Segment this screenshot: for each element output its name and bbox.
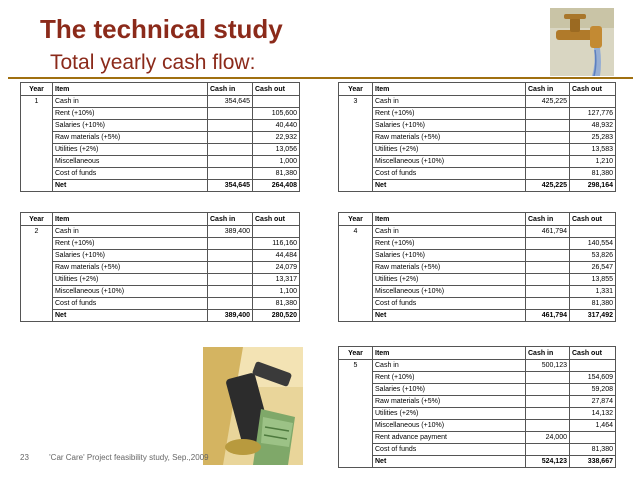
item-cell: Cost of funds [373, 444, 526, 456]
table-row [339, 286, 616, 298]
item-cell: Utilities (+2%) [373, 144, 526, 156]
cash-in-cell [526, 274, 570, 286]
item-cell: Cost of funds [373, 168, 526, 180]
cash-in-cell: 461,794 [526, 310, 570, 322]
cash-in-cell [526, 238, 570, 250]
slide-title: The technical study [40, 14, 283, 44]
table-row [21, 108, 300, 120]
item-cell: Rent advance payment [373, 432, 526, 444]
cash-in-cell: 24,000 [526, 432, 570, 444]
item-cell: Rent (+10%) [373, 108, 526, 120]
cash-out-cell [253, 226, 300, 238]
cash-out-cell: 40,440 [253, 120, 300, 132]
cash-out-cell: 25,283 [570, 132, 616, 144]
item-cell: Net [373, 180, 526, 192]
slide-footer [20, 453, 209, 462]
item-cell: Miscellaneous [53, 156, 208, 168]
table-row [339, 226, 616, 238]
table-row [339, 120, 616, 132]
cash-in-cell [526, 168, 570, 180]
footer-text: 'Car Care' Project feasibility study, Sep.,2009 [49, 453, 209, 462]
column-header-cash-out: Cash out [570, 83, 616, 96]
year-cell: 3 [339, 96, 373, 192]
item-cell: Salaries (+10%) [373, 384, 526, 396]
item-cell: Net [53, 180, 208, 192]
table-row [339, 384, 616, 396]
item-cell: Cash in [373, 96, 526, 108]
cash-out-cell: 81,380 [570, 298, 616, 310]
cash-out-cell: 338,667 [570, 456, 616, 468]
column-header-cash-out: Cash out [570, 347, 616, 360]
table-row [21, 156, 300, 168]
item-cell: Raw materials (+5%) [53, 262, 208, 274]
column-header-cash-in: Cash in [526, 213, 570, 226]
cash-out-cell: 14,132 [570, 408, 616, 420]
cash-flow-table-year-2 [20, 212, 300, 322]
cash-out-cell: 13,583 [570, 144, 616, 156]
item-cell: Utilities (+2%) [373, 408, 526, 420]
table-row [21, 286, 300, 298]
item-cell: Cash in [53, 96, 208, 108]
item-cell: Cost of funds [373, 298, 526, 310]
table-row [339, 96, 616, 108]
column-header-cash-in: Cash in [208, 213, 253, 226]
item-cell: Salaries (+10%) [53, 250, 208, 262]
cash-in-cell [208, 168, 253, 180]
table-row [21, 168, 300, 180]
item-cell: Salaries (+10%) [373, 120, 526, 132]
year-cell: 1 [21, 96, 53, 192]
table-row [339, 238, 616, 250]
item-cell: Net [53, 310, 208, 322]
item-cell: Miscellaneous (+10%) [373, 156, 526, 168]
table-row [21, 226, 300, 238]
cash-in-cell [208, 298, 253, 310]
table-row [21, 96, 300, 108]
cash-out-cell: 154,609 [570, 372, 616, 384]
table-row [21, 132, 300, 144]
page-number: 23 [20, 453, 29, 462]
cash-in-cell [526, 144, 570, 156]
cash-in-cell [526, 420, 570, 432]
item-cell: Net [373, 310, 526, 322]
water-faucet-image [550, 8, 614, 76]
cash-flow-table-year-1 [20, 82, 300, 192]
cash-out-cell: 1,210 [570, 156, 616, 168]
table-row [339, 108, 616, 120]
cash-out-cell: 127,776 [570, 108, 616, 120]
cash-in-cell [208, 238, 253, 250]
cash-in-cell [526, 372, 570, 384]
cash-in-cell: 389,400 [208, 310, 253, 322]
table-row [339, 156, 616, 168]
net-row [339, 310, 616, 322]
cash-in-cell [208, 144, 253, 156]
net-row [21, 180, 300, 192]
item-cell: Salaries (+10%) [373, 250, 526, 262]
item-cell: Rent (+10%) [53, 238, 208, 250]
cash-in-cell [526, 444, 570, 456]
net-row [339, 180, 616, 192]
cash-out-cell: 116,160 [253, 238, 300, 250]
cash-out-cell: 140,554 [570, 238, 616, 250]
net-row [21, 310, 300, 322]
column-header-year: Year [21, 83, 53, 96]
item-cell: Salaries (+10%) [53, 120, 208, 132]
table-row [339, 360, 616, 372]
item-cell: Utilities (+2%) [373, 274, 526, 286]
column-header-cash-out: Cash out [253, 213, 300, 226]
cash-in-cell [526, 120, 570, 132]
cash-in-cell: 354,645 [208, 180, 253, 192]
cash-in-cell [526, 108, 570, 120]
table-row [21, 298, 300, 310]
item-cell: Utilities (+2%) [53, 274, 208, 286]
cash-out-cell: 59,208 [570, 384, 616, 396]
cash-out-cell: 105,600 [253, 108, 300, 120]
table-row [339, 168, 616, 180]
item-cell: Cost of funds [53, 298, 208, 310]
cash-out-cell: 27,874 [570, 396, 616, 408]
item-cell: Cash in [373, 226, 526, 238]
item-cell: Miscellaneous (+10%) [373, 286, 526, 298]
table-header-row [339, 347, 616, 360]
column-header-cash-out: Cash out [570, 213, 616, 226]
table-row [21, 144, 300, 156]
cash-out-cell: 13,317 [253, 274, 300, 286]
cash-out-cell: 13,855 [570, 274, 616, 286]
cash-out-cell: 24,079 [253, 262, 300, 274]
cash-in-cell [208, 108, 253, 120]
column-header-cash-out: Cash out [253, 83, 300, 96]
item-cell: Rent (+10%) [373, 372, 526, 384]
table-row [339, 432, 616, 444]
table-row [339, 144, 616, 156]
cash-out-cell: 44,484 [253, 250, 300, 262]
cash-in-cell: 425,225 [526, 180, 570, 192]
money-pouring-fuel-pump-image [203, 347, 303, 465]
table-row [339, 444, 616, 456]
cash-out-cell [570, 96, 616, 108]
cash-in-cell [526, 396, 570, 408]
cash-flow-table-year-5 [338, 346, 616, 468]
item-cell: Raw materials (+5%) [373, 132, 526, 144]
cash-out-cell: 26,547 [570, 262, 616, 274]
cash-in-cell [526, 298, 570, 310]
table-row [339, 250, 616, 262]
cash-in-cell [526, 384, 570, 396]
item-cell: Rent (+10%) [373, 238, 526, 250]
item-cell: Miscellaneous (+10%) [53, 286, 208, 298]
cash-in-cell [526, 156, 570, 168]
column-header-item: Item [53, 213, 208, 226]
item-cell: Raw materials (+5%) [53, 132, 208, 144]
cash-in-cell: 524,123 [526, 456, 570, 468]
cash-in-cell [526, 262, 570, 274]
table-row [21, 262, 300, 274]
cash-in-cell: 425,225 [526, 96, 570, 108]
item-cell: Cost of funds [53, 168, 208, 180]
cash-flow-table-year-4 [338, 212, 616, 322]
item-cell: Miscellaneous (+10%) [373, 420, 526, 432]
table-row [339, 262, 616, 274]
cash-in-cell [208, 274, 253, 286]
cash-out-cell: 1,331 [570, 286, 616, 298]
column-header-item: Item [373, 213, 526, 226]
cash-in-cell [208, 262, 253, 274]
table-row [339, 274, 616, 286]
cash-out-cell: 81,380 [253, 298, 300, 310]
column-header-cash-in: Cash in [526, 83, 570, 96]
item-cell: Utilities (+2%) [53, 144, 208, 156]
item-cell: Rent (+10%) [53, 108, 208, 120]
cash-in-cell: 389,400 [208, 226, 253, 238]
cash-in-cell [208, 120, 253, 132]
cash-out-cell: 48,932 [570, 120, 616, 132]
item-cell: Raw materials (+5%) [373, 396, 526, 408]
year-cell: 2 [21, 226, 53, 322]
item-cell: Net [373, 456, 526, 468]
table-header-row [21, 213, 300, 226]
column-header-cash-in: Cash in [526, 347, 570, 360]
column-header-item: Item [53, 83, 208, 96]
cash-out-cell: 13,056 [253, 144, 300, 156]
cash-out-cell: 81,380 [253, 168, 300, 180]
cash-out-cell: 264,408 [253, 180, 300, 192]
table-header-row [339, 213, 616, 226]
cash-in-cell [208, 250, 253, 262]
cash-out-cell [570, 226, 616, 238]
table-row [339, 420, 616, 432]
table-row [21, 250, 300, 262]
column-header-year: Year [339, 213, 373, 226]
cash-in-cell: 500,123 [526, 360, 570, 372]
year-cell: 4 [339, 226, 373, 322]
title-divider [8, 77, 633, 79]
slide-subtitle: Total yearly cash flow: [50, 51, 256, 74]
cash-out-cell [253, 96, 300, 108]
cash-out-cell: 81,380 [570, 444, 616, 456]
cash-in-cell [526, 408, 570, 420]
table-row [21, 120, 300, 132]
table-row [21, 274, 300, 286]
table-row [339, 132, 616, 144]
cash-in-cell [526, 132, 570, 144]
cash-flow-table-year-3 [338, 82, 616, 192]
table-row [21, 238, 300, 250]
cash-in-cell: 461,794 [526, 226, 570, 238]
cash-out-cell: 53,826 [570, 250, 616, 262]
column-header-year: Year [21, 213, 53, 226]
cash-out-cell: 22,932 [253, 132, 300, 144]
cash-out-cell [570, 360, 616, 372]
cash-out-cell [570, 432, 616, 444]
cash-in-cell [208, 156, 253, 168]
cash-out-cell: 81,380 [570, 168, 616, 180]
column-header-item: Item [373, 347, 526, 360]
cash-out-cell: 298,164 [570, 180, 616, 192]
column-header-year: Year [339, 347, 373, 360]
year-cell: 5 [339, 360, 373, 468]
table-row [339, 372, 616, 384]
cash-in-cell: 354,645 [208, 96, 253, 108]
cash-in-cell [526, 250, 570, 262]
item-cell: Cash in [373, 360, 526, 372]
cash-out-cell: 1,000 [253, 156, 300, 168]
cash-out-cell: 1,464 [570, 420, 616, 432]
table-header-row [21, 83, 300, 96]
cash-in-cell [526, 286, 570, 298]
column-header-cash-in: Cash in [208, 83, 253, 96]
item-cell: Cash in [53, 226, 208, 238]
table-row [339, 396, 616, 408]
column-header-item: Item [373, 83, 526, 96]
net-row [339, 456, 616, 468]
column-header-year: Year [339, 83, 373, 96]
cash-in-cell [208, 286, 253, 298]
table-row [339, 408, 616, 420]
cash-in-cell [208, 132, 253, 144]
cash-out-cell: 317,492 [570, 310, 616, 322]
table-row [339, 298, 616, 310]
table-header-row [339, 83, 616, 96]
cash-out-cell: 280,520 [253, 310, 300, 322]
cash-out-cell: 1,100 [253, 286, 300, 298]
item-cell: Raw materials (+5%) [373, 262, 526, 274]
